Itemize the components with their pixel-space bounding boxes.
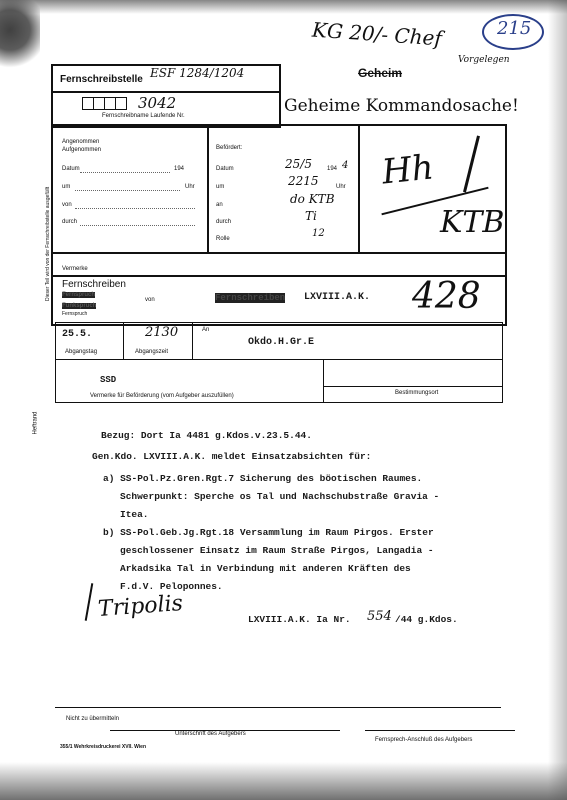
msg-a3: Itea. <box>120 509 149 520</box>
abgangszeit-value: 2130 <box>145 325 179 340</box>
routing-hline <box>323 386 502 387</box>
footer-line <box>55 707 501 708</box>
sender-from: LXVIII.A.K. <box>304 292 371 303</box>
received-datum-line <box>80 172 170 173</box>
abgangstag-value: 25.5. <box>62 329 93 340</box>
msg-signature: LXVIII.A.K. Ia Nr. <box>248 614 351 625</box>
classification-title: Geheime Kommandosache! <box>284 96 519 116</box>
aufgenommen-label: Aufgenommen <box>62 147 102 153</box>
col-divider-2 <box>358 126 360 252</box>
geheim-struck: Geheim <box>358 66 403 80</box>
received-durch-line <box>80 225 195 226</box>
received-um-line <box>75 190 180 191</box>
angenommen-label: Angenommen <box>62 139 100 145</box>
sender-struck-1: Fernspruch <box>62 292 96 298</box>
received-uhr-label: Uhr <box>185 184 195 190</box>
msg-signature-end: /44 g.Kdos. <box>395 614 458 625</box>
side-vertical-text: Dieser Teil wird von der Fernschreibstelle ausgefüllt <box>45 186 51 301</box>
dispatch-div-2 <box>192 322 193 359</box>
sender-von-label: von <box>145 297 155 303</box>
abgangszeit-label: Abgangszeit <box>135 349 169 355</box>
form-top-ext <box>277 124 505 126</box>
handwritten-tripolis: Tripolis <box>97 591 184 622</box>
fernschreiben-label: Fernschreiben <box>62 279 126 290</box>
forwarded-an-label: an <box>216 202 223 208</box>
an-label: An <box>202 327 210 333</box>
forwarded-uhr-label: Uhr <box>336 184 346 190</box>
bestimmungsort-label: Bestimmungsort <box>395 390 439 396</box>
heftrand-label: Heftrand <box>32 411 39 435</box>
stamp-number: 215 <box>497 18 532 39</box>
laufende-nr-value: 3042 <box>138 94 177 112</box>
handwritten-kg-note: KG 20/- Chef <box>311 17 443 51</box>
received-year: 194 <box>174 166 185 172</box>
received-datum-label: Datum <box>62 166 80 172</box>
scan-shadow-bottom <box>0 762 567 800</box>
dispatch-div-1 <box>123 322 124 359</box>
befoerdert-label: Befördert: <box>216 145 243 151</box>
received-um-label: um <box>62 184 71 190</box>
msg-b3: Arkadsika Tal in Verbindung mit anderen Kräften des <box>120 563 411 574</box>
laufende-nr-label: Fernschreibname Laufende Nr. <box>102 113 185 119</box>
footer-fernsprech: Fernsprech-Anschluß des Aufgebers <box>375 737 473 743</box>
received-von-line <box>75 208 195 209</box>
handwritten-ktb: KTB <box>440 205 505 240</box>
vermerke-label: Vermerke <box>62 266 88 272</box>
laufende-cell <box>115 97 127 110</box>
row-divider-vermerke <box>51 252 505 254</box>
footer-phone-line <box>365 730 515 731</box>
msg-line1: Gen.Kdo. LXVIII.A.K. meldet Einsatzabsichten für: <box>92 451 372 462</box>
forwarded-um-value: 2215 <box>288 174 319 188</box>
footer-print-line: 355/1 Wehrkreisdruckerei XVII. Wien <box>60 744 147 750</box>
abgangstag-label: Abgangstag <box>65 349 98 355</box>
tripolis-stroke <box>85 583 94 621</box>
ssd-label: SSD <box>100 375 117 385</box>
msg-bezug: Bezug: Dort Ia 4481 g.Kdos.v.23.5.44. <box>101 430 312 441</box>
fernschreibstelle-value: ESF 1284/1204 <box>150 66 245 80</box>
forwarded-year: 194 <box>327 166 338 172</box>
sender-struck-2: Funkspruch <box>62 303 97 309</box>
scan-shadow-left <box>0 0 40 70</box>
forwarded-rolle-value: 12 <box>312 228 325 239</box>
msg-b4: F.d.V. Peloponnes. <box>120 581 223 592</box>
handwritten-initials: Hh <box>380 147 436 193</box>
scan-edge-right <box>548 0 567 800</box>
msg-nr-value: 554 <box>367 609 392 624</box>
col-divider-1 <box>207 126 209 252</box>
forwarded-year-value: 4 <box>342 160 349 171</box>
handwritten-vorgelegen-note: Vorgelegen <box>458 55 510 65</box>
received-von-label: von <box>62 202 72 208</box>
routing-div <box>323 359 324 402</box>
msg-b1: b) SS-Pol.Geb.Jg.Rgt.18 Versammlung im Raum Pirgos. Erster <box>103 527 434 538</box>
scan-shadow-top <box>0 0 567 14</box>
handwritten-number: 428 <box>412 276 481 317</box>
fernschreibstelle-label: Fernschreibstelle <box>60 74 143 85</box>
routing-vermerke-label: Vermerke für Beförderung (vom Aufgeber auszufüllen) <box>90 393 234 399</box>
forwarded-datum-label: Datum <box>216 166 234 172</box>
forwarded-durch-value: Ti <box>305 209 317 223</box>
forwarded-durch-label: durch <box>216 219 232 225</box>
footer-unterschrift: Unterschrift des Aufgebers <box>175 731 246 737</box>
msg-a1: a) SS-Pol.Pz.Gren.Rgt.7 Sicherung des böotischen Raumes. <box>103 473 423 484</box>
forwarded-um-label: um <box>216 184 225 190</box>
sender-struck-3: Fernschreiben <box>215 293 286 303</box>
recipient: Okdo.H.Gr.E <box>248 337 315 348</box>
footer-nicht-zu: Nicht zu übermitteln <box>66 716 120 722</box>
forwarded-rolle-label: Rolle <box>216 236 230 242</box>
header-divider <box>51 91 279 93</box>
forwarded-an-value: do KTB <box>290 192 335 206</box>
forwarded-datum-value: 25/5 <box>285 157 312 171</box>
msg-a2: Schwerpunkt: Sperche os Tal und Nachschubstraße Gravia - <box>120 491 440 502</box>
fernspruch-label: Fernspruch <box>62 311 88 317</box>
received-durch-label: durch <box>62 219 78 225</box>
msg-b2: geschlossener Einsatz im Raum Straße Pirgos, Langadia - <box>120 545 434 556</box>
